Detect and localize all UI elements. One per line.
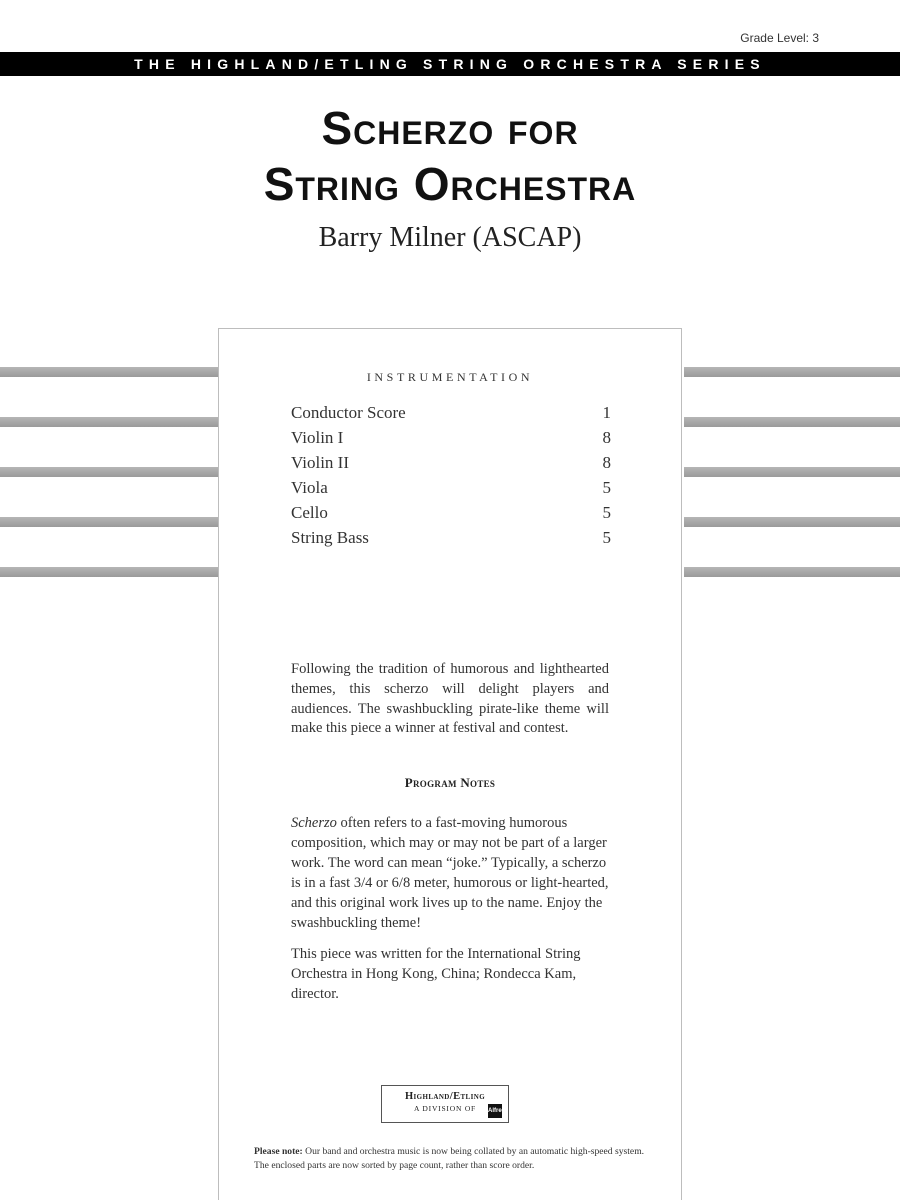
series-banner [0, 52, 900, 76]
publisher-logo [381, 1085, 509, 1123]
composer-credit: Barry Milner (ASCAP) [318, 222, 582, 253]
alfred-logo-icon: Alfred [488, 1104, 502, 1118]
series-title: THE HIGHLAND/ETLING STRING ORCHESTRA SERIES [134, 56, 766, 72]
collation-note [254, 1145, 654, 1173]
scherzo-italic: Scherzo [291, 815, 337, 831]
instrument-name: Viola [291, 478, 328, 497]
staff-line-decoration [0, 417, 218, 427]
instrument-name: Conductor Score [291, 403, 406, 422]
instrument-quantity: 1 [602, 403, 611, 422]
instrument-row [291, 503, 611, 528]
publisher-name: Highland/Etling [404, 1091, 486, 1102]
program-notes-heading: Program Notes [404, 775, 496, 790]
dedication-text: This piece was written for the International String Orchestra in Hong Kong, China; Rondecca Kam, director. [291, 946, 581, 1002]
instrumentation-heading: INSTRUMENTATION [366, 370, 534, 384]
instrument-name: Violin II [291, 453, 349, 472]
staff-line-decoration [684, 567, 900, 577]
instrument-name: Violin I [291, 428, 344, 447]
instrument-quantity: 5 [602, 503, 611, 522]
staff-line-decoration [0, 517, 218, 527]
instrument-name: Cello [291, 503, 328, 522]
piece-description: Following the tradition of humorous and lighthearted themes, this scherzo will delight players and audiences. The swashbuckling pirate-like theme will make this piece a winner at festival and contest. [291, 661, 609, 737]
instrument-quantity: 8 [602, 453, 611, 472]
staff-line-decoration [684, 517, 900, 527]
page-title [0, 100, 900, 212]
instrument-row [291, 403, 611, 428]
instrument-quantity: 8 [602, 428, 611, 447]
staff-line-decoration [0, 467, 218, 477]
program-notes-text [291, 813, 611, 933]
instrument-row [291, 528, 611, 553]
instrument-row [291, 478, 611, 503]
info-card [218, 328, 682, 1200]
staff-line-decoration [0, 567, 218, 577]
publisher-division: A DIVISION OF [413, 1104, 477, 1113]
grade-level: Grade Level: 3 [740, 31, 819, 45]
note-body: Our band and orchestra music is now being collated by an automatic high-speed system. The enclosed parts are now sorted by page count, rather than score order. [254, 1146, 645, 1171]
instrument-name: String Bass [291, 528, 369, 547]
staff-line-decoration [684, 367, 900, 377]
instrument-quantity: 5 [602, 478, 611, 497]
note-label: Please note: [254, 1146, 303, 1157]
title-line-1: Scherzo for [321, 102, 579, 154]
instrument-row [291, 453, 611, 478]
staff-line-decoration [0, 367, 218, 377]
instrumentation-list [291, 403, 611, 553]
instrument-row [291, 428, 611, 453]
title-line-2: String Orchestra [263, 158, 637, 210]
staff-line-decoration [684, 467, 900, 477]
instrument-quantity: 5 [602, 528, 611, 547]
staff-line-decoration [684, 417, 900, 427]
program-notes-body: often refers to a fast-moving humorous composition, which may or may not be part of a larger work. The word can mean “joke.” Typically, a scherzo is in a fast 3/4 or 6/8 meter, humorous or light-hearted, and this original work lives up to the name. Enjoy the swashbuckling theme! [291, 815, 609, 931]
